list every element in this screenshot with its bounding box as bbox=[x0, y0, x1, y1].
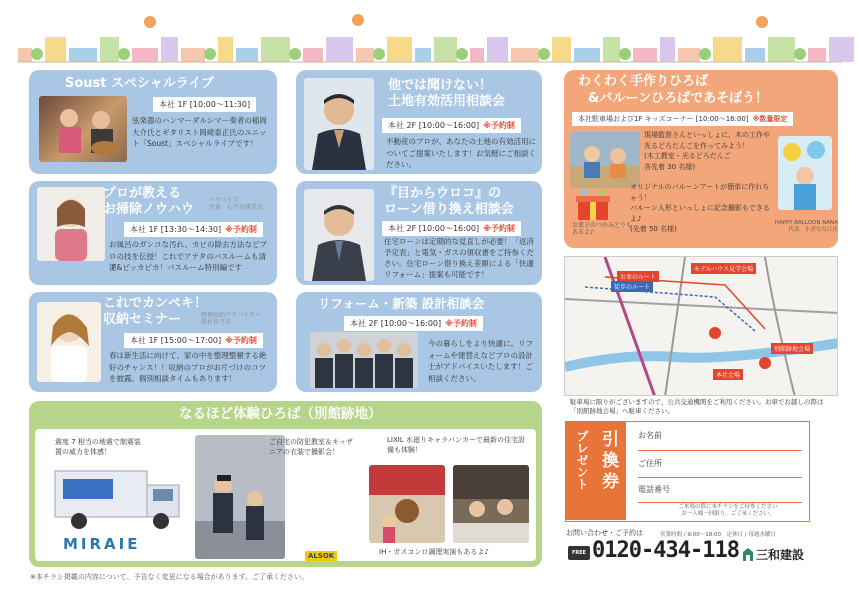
map-label-annex-venue: 別館跡地会場 bbox=[771, 343, 813, 354]
land-presenter-photo bbox=[304, 78, 374, 170]
kids-craft-photo bbox=[570, 132, 640, 188]
cleaning-time-bar bbox=[124, 222, 263, 237]
land-consult-card bbox=[296, 70, 542, 174]
reform-staff-photo bbox=[310, 332, 418, 388]
loan-title-1: 『目からウロコ』の bbox=[384, 186, 502, 201]
land-time: 本社 2F [10:00～16:00] bbox=[388, 121, 480, 130]
access-map bbox=[564, 256, 838, 396]
contact-phone-number: 0120-434-118 bbox=[592, 538, 739, 563]
balloon-photo bbox=[778, 136, 832, 210]
contact-inquiry: お問い合わせ・ご予約は bbox=[566, 529, 643, 537]
reform-title: リフォーム・新築 設計相談会 bbox=[318, 296, 485, 311]
coupon-address-label: ご住所 bbox=[638, 459, 662, 468]
coupon-note: ご来場の際に本チラシをご持参ください お一人様一回限り。ご了承ください。 bbox=[678, 504, 778, 518]
loan-presenter-photo bbox=[304, 189, 374, 281]
reform-time: 本社 2F [10:00～16:00] bbox=[350, 319, 442, 328]
balloon-credit: HAPPY BALLOON NANA 代表 小宮なな江氏 bbox=[774, 220, 838, 233]
land-title-1: 他では聞けない！ bbox=[388, 78, 493, 93]
cleaning-description: お風呂のガンコな汚れ、カビの除去方法などプロの技を伝授！これでアナタのバスルームも清潔&ピッカピカ！バスルーム特別編です bbox=[109, 240, 267, 273]
storage-title-2: 収納セミナー bbox=[103, 312, 182, 327]
coupon-phone-line bbox=[638, 502, 802, 503]
cleaning-presenter-photo bbox=[37, 187, 105, 261]
contact-hours: 営業時間 / 9:00～18:00 定休日 / 毎週水曜日 bbox=[660, 532, 776, 538]
loan-title-2: ローン借り換え相談会 bbox=[384, 202, 514, 217]
coupon-address-line bbox=[638, 477, 802, 478]
coupon-phone-label: 電話番号 bbox=[638, 485, 670, 494]
company-logo-mark-icon bbox=[742, 546, 754, 560]
land-title-2: 土地有効活用相談会 bbox=[388, 94, 506, 109]
map-label-hq-venue: 本社会場 bbox=[713, 369, 743, 380]
soust-time: 本社 1F [10:00～11:30] bbox=[153, 97, 256, 112]
land-description: 不動産のプロが、あなたの土地の有効活用についてご提案いたします！お気軽にご相談ください。 bbox=[386, 137, 536, 170]
reform-reserve: ※予約制 bbox=[445, 319, 477, 328]
map-label-model-house: モデルハウス見学会場 bbox=[691, 263, 756, 274]
coupon-vertical-present: プレゼント bbox=[575, 430, 589, 490]
present-coupon bbox=[565, 421, 810, 522]
coupon-name-label: お名前 bbox=[638, 431, 662, 440]
storage-time-bar bbox=[124, 333, 263, 348]
reform-consult-card bbox=[296, 292, 542, 392]
handmade-title-1: わくわく手作りひろば bbox=[578, 74, 709, 89]
footer-disclaimer: ※本チラシ掲載の内容について、予告なく変更になる場合があります。ご了承ください。 bbox=[30, 573, 309, 581]
reform-description: 今の暮らしをより快適に。リフォームや建替えなどプロの設計士がアドバイスいたします！ご相談ください。 bbox=[428, 339, 533, 383]
truck-photo bbox=[53, 465, 185, 531]
soust-band-photo bbox=[39, 96, 127, 162]
sweets-text: お菓子のつかみどりもあるよ♪ bbox=[572, 222, 633, 237]
town-skyline-illustration bbox=[0, 0, 859, 68]
balloon-text: オリジナルのバルーンアートが簡単に作れちゃう！ バルーン人形といっしょに記念撮影もできるよ♪ (先着 50 名様) bbox=[630, 183, 770, 233]
land-reserve: ※予約制 bbox=[483, 121, 515, 130]
storage-time: 本社 1F [15:00～17:00] bbox=[130, 336, 222, 345]
coupon-name-line bbox=[638, 450, 802, 451]
handmade-title-2: &バルーンひろばであそぼう！ bbox=[588, 91, 769, 106]
loan-description: 住宅ローンは定期的な見直しが必要！「返済予定表」と電気・ガスの領収書をご持参ください。住宅ローン借り換え差額による「快適リフォーム」提案も可能です！ bbox=[384, 237, 534, 279]
map-label-car-route: お車のルート bbox=[617, 271, 659, 282]
storage-title-1: これでカンペキ！ bbox=[103, 296, 208, 311]
cleaning-time: 本社 1F [13:30～14:30] bbox=[130, 225, 222, 234]
loan-time: 本社 2F [10:00～16:00] bbox=[388, 224, 480, 233]
miraie-logo: MIRAIE bbox=[63, 535, 141, 553]
handmade-time-bar bbox=[572, 112, 793, 126]
soust-description: 弦楽器のハンマーダルシマー奏者の稲岡大介氏とギタリスト岡崎泰正氏のユニット「Soust」スペシャルライブです！ bbox=[132, 116, 267, 149]
ih-caption: IH・ガスコンロ調理実演もあるよ♪ bbox=[379, 548, 489, 556]
kids-caption: ご自宅の防犯教室＆キッザニアの衣装で撮影会！ bbox=[269, 438, 353, 457]
gift-box-illustration bbox=[574, 188, 612, 222]
cleaning-reserve: ※予約制 bbox=[225, 225, 257, 234]
map-roads bbox=[565, 257, 838, 396]
free-dial-label: FREE bbox=[571, 550, 587, 556]
storage-reserve: ※予約制 bbox=[225, 336, 257, 345]
cooking-demo-photo bbox=[453, 465, 529, 543]
land-time-bar bbox=[382, 118, 521, 133]
handmade-card bbox=[564, 70, 838, 248]
cleaning-title-1: プロが教える bbox=[103, 186, 182, 201]
alsok-logo: ALSOK bbox=[305, 551, 337, 561]
cleaning-title-2: お掃除ノウハウ bbox=[103, 202, 195, 217]
storage-description: 春は新生活に向けて、家の中を整理整頓する絶好のチャンス！！収納のプロがお片づけのコツを披露。個別相談タイムもあります！ bbox=[109, 351, 267, 384]
experience-title: なるほど体験ひろば（別館跡地） bbox=[179, 406, 382, 422]
cleaning-card bbox=[29, 181, 277, 285]
storage-presenter: 整理収納アドバイザー 柴村真弓氏 bbox=[201, 312, 261, 327]
company-name: 三和建設 bbox=[756, 548, 805, 562]
truck-caption: 震度 7 相当の地震で制震装置の威力を体感！ bbox=[55, 438, 141, 457]
handmade-limit: ※数量限定 bbox=[752, 115, 788, 123]
free-dial-icon bbox=[568, 546, 590, 560]
reform-time-bar bbox=[344, 316, 483, 331]
lixil-caption: LIXIL 水廻りキャラバンカーで最新の住宅設備も体験！ bbox=[387, 436, 525, 455]
loan-reserve: ※予約制 bbox=[483, 224, 515, 233]
map-label-walk-route: 徒歩のルート bbox=[611, 281, 653, 292]
soust-title: Soust スペシャルライブ bbox=[65, 76, 214, 91]
loan-time-bar bbox=[382, 221, 521, 236]
experience-card bbox=[29, 401, 542, 567]
cleaning-presenter: ハウスビズ 代表 石川奈雅美氏 bbox=[209, 197, 264, 212]
map-note: 駐車場に限りがございますので、公共交通機関をご利用ください。お車でお越しの際は「別館跡地会場」へ駐車ください。 bbox=[570, 398, 824, 416]
soust-live-card bbox=[29, 70, 277, 174]
coupon-vertical-exchange: 引換券 bbox=[598, 430, 618, 493]
craft-text: 現場監督さんといっしょに、木の工作や光るどろだんごを作ってみよう！ (木工教室・光るどろだんご 各先着 30 名様) bbox=[644, 131, 770, 171]
storage-presenter-photo bbox=[37, 302, 101, 382]
handmade-time: 本社駐車場および1F キッズコーナー [10:00～16:00] bbox=[578, 115, 749, 123]
loan-consult-card bbox=[296, 181, 542, 285]
storage-card bbox=[29, 292, 277, 392]
lixil-caravan-photo bbox=[369, 465, 445, 543]
